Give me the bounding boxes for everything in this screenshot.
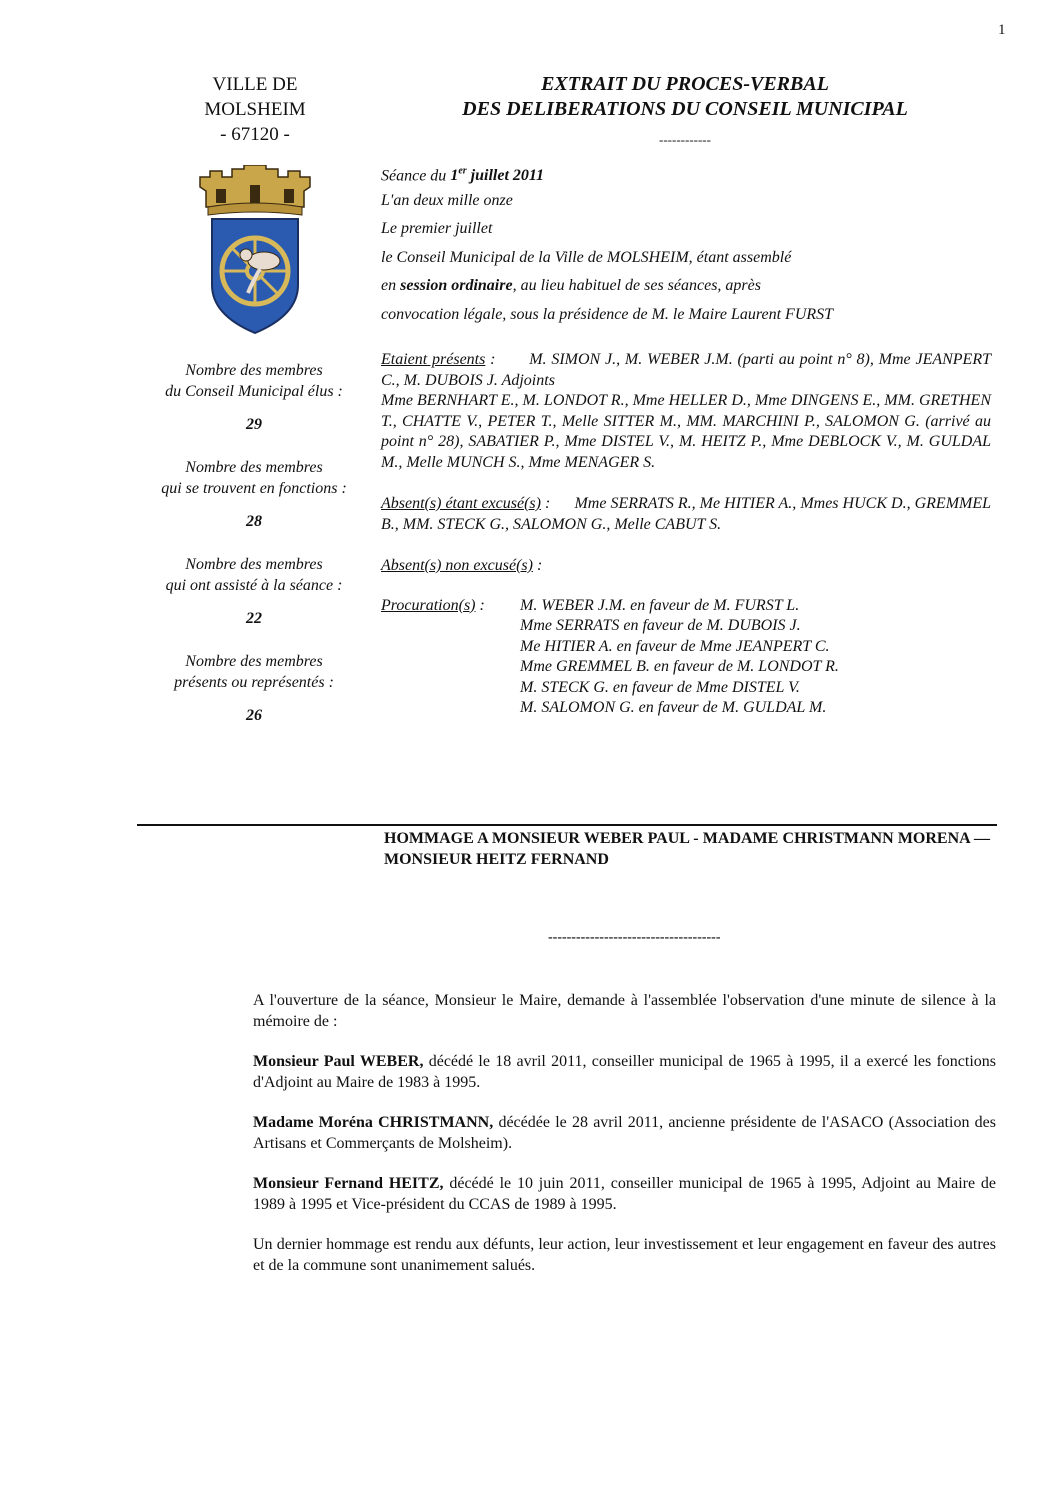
stat-value: 26 [246, 707, 262, 724]
section-separator: ------------------------------------- [548, 930, 721, 945]
title-line: DES DELIBERATIONS DU CONSEIL MUNICIPAL [462, 98, 908, 120]
session-date: Séance du 1er juillet 2011 [381, 166, 544, 185]
session-assembly: le Conseil Municipal de la Ville de MOLSHEIM, étant assemblé [381, 248, 792, 266]
stat-present-or-represented: Nombre des membres présents ou représentés : 26 [140, 651, 368, 726]
city-header [150, 72, 360, 147]
present-members: Etaient présents : M. SIMON J., M. WEBER J.M. (parti au point n° 8), Mme JEANPERT C., M. DUBOIS J. Adjoints [381, 351, 992, 389]
proxy-item: M. SALOMON G. en faveur de M. GULDAL M. [520, 699, 827, 716]
tribute-body [253, 990, 996, 1295]
proxy-item: Me HITIER A. en faveur de Mme JEANPERT C. [520, 637, 830, 655]
stat-elected: Nombre des membres du Conseil Municipal élus : 29 [140, 360, 368, 435]
intro-paragraph: A l'ouverture de la séance, Monsieur le Maire, demande à l'assemblée l'observation d'une minute de silence à la mémoire de : [253, 992, 996, 1030]
session-year: L'an deux mille onze [381, 191, 513, 209]
city-line: MOLSHEIM [204, 99, 306, 120]
proxies: Procuration(s) : M. WEBER J.M. en faveur de M. FURST L. Mme SERRATS en faveur de M. DUBOIS J. Me HITIER A. en faveur de Mme JEANPERT C. Mme GREMMEL B. en faveur de M. LONDOT R. M. STECK G. en faveur de Mme DISTEL V. M. SALOMON G. en faveur de M. GULDAL M. [381, 596, 991, 719]
title-line: EXTRAIT DU PROCES-VERBAL [541, 73, 829, 95]
attendance [381, 350, 991, 719]
proxy-item: Mme SERRATS en faveur de M. DUBOIS J. [520, 617, 801, 634]
excused-absences: Absent(s) étant excusé(s) : Mme SERRATS R., Me HITIER A., Mmes HUCK D., GREMMEL B., MM. STECK G., SALOMON G., Melle CABUT S. [381, 495, 992, 533]
present-members-continued: Mme BERNHART E., M. LONDOT R., Mme HELLER D., Mme DINGENS E., MM. GRETHEN T., CHATTE V., PETER T., Melle SITTER M., MM. MARCHINI P., SALOMON G. (arrivé au point n° 28), SABATIER P., Mme DISTEL V., M. HEITZ P., Mme DEBLOCK V., M. GULDAL M., Melle MUNCH S., Mme MENAGER S. [381, 392, 991, 471]
stat-in-office: Nombre des membres qui se trouvent en fonctions : 28 [140, 457, 368, 532]
session-presidency: convocation légale, sous la présidence de M. le Maire Laurent FURST [381, 305, 834, 323]
city-line: - 67120 - [220, 124, 290, 145]
session-day: Le premier juillet [381, 220, 493, 237]
tribute-paragraph: Monsieur Paul WEBER, décédé le 18 avril 2011, conseiller municipal de 1965 à 1995, il a exercé les fonctions d'Adjoint au Maire de 1983 à 1995. [253, 1053, 997, 1091]
proxy-item: M. WEBER J.M. en faveur de M. FURST L. [520, 596, 800, 614]
stat-value: 29 [246, 416, 262, 433]
section-divider [137, 824, 997, 826]
proxy-list [520, 596, 839, 719]
session-info [381, 158, 1001, 329]
stat-attended: Nombre des membres qui ont assisté à la séance : 22 [140, 554, 368, 629]
coat-of-arms-icon [192, 165, 318, 335]
proxy-item: Mme GREMMEL B. en faveur de M. LONDOT R. [520, 658, 839, 675]
page-number: 1 [998, 22, 1006, 38]
stat-value: 28 [246, 513, 262, 530]
tribute-paragraph: Madame Moréna CHRISTMANN, décédée le 28 avril 2011, ancienne présidente de l'ASACO (Association des Artisans et Commerçants de Molsheim). [253, 1114, 997, 1152]
closing-paragraph: Un dernier hommage est rendu aux défunts, leur action, leur investissement et leur engagement en faveur des autres et de la commune sont unanimement salués. [253, 1236, 996, 1274]
tribute-paragraph: Monsieur Fernand HEITZ, décédé le 10 juin 2011, conseiller municipal de 1965 à 1995, Adjoint au Maire de 1989 à 1995 et Vice-président du CCAS de 1989 à 1995. [253, 1175, 997, 1213]
document-title [370, 72, 1000, 122]
title-separator: ------------ [659, 132, 711, 147]
city-line: VILLE DE [212, 74, 298, 95]
member-stats [140, 360, 368, 748]
stat-value: 22 [246, 610, 262, 627]
proxy-item: M. STECK G. en faveur de Mme DISTEL V. [520, 678, 800, 696]
unexcused-absences: Absent(s) non excusé(s) : [381, 557, 543, 574]
section-title: HOMMAGE A MONSIEUR WEBER PAUL - MADAME CHRISTMANN MORENA — MONSIEUR HEITZ FERNAND [384, 830, 990, 868]
session-type: en session ordinaire, au lieu habituel de ses séances, après [381, 277, 761, 294]
